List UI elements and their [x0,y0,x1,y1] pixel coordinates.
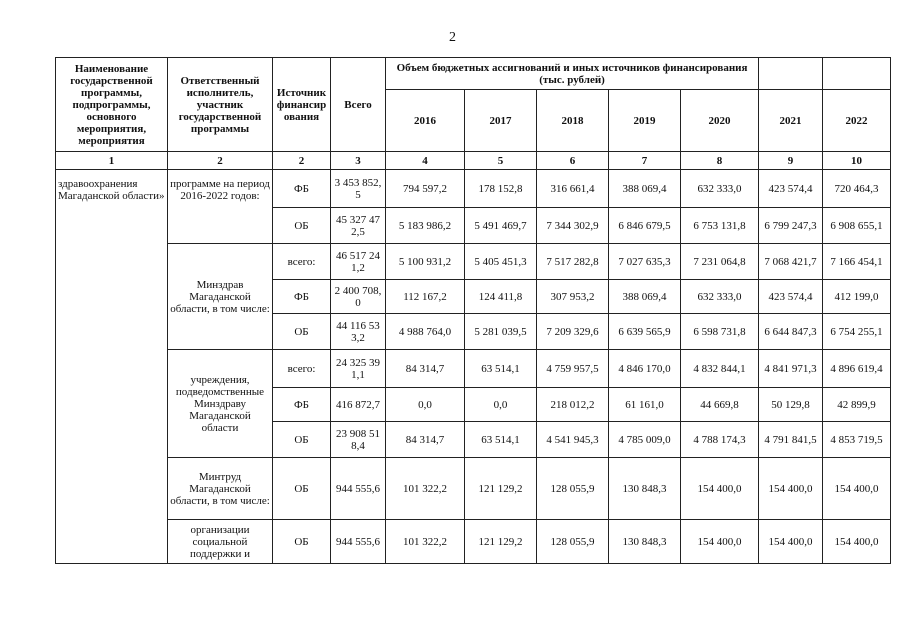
value-cell: 154 400,0 [759,520,823,564]
column-index: 10 [823,152,891,170]
value-cell: 63 514,1 [465,350,537,388]
value-cell: 7 209 329,6 [537,314,609,350]
value-cell: 412 199,0 [823,280,891,314]
value-cell: 423 574,4 [759,170,823,208]
value-cell: 84 314,7 [386,350,465,388]
value-cell: 7 231 064,8 [681,244,759,280]
value-cell: 6 644 847,3 [759,314,823,350]
column-index: 2 [273,152,331,170]
value-cell: 7 344 302,9 [537,208,609,244]
total-cell: 23 908 518,4 [331,422,386,458]
source-cell: ОБ [273,520,331,564]
executor-cell: Минтруд Магаданской области, в том числе: [168,458,273,520]
column-index: 2 [168,152,273,170]
value-cell: 218 012,2 [537,388,609,422]
table-row [56,170,891,208]
value-cell: 4 541 945,3 [537,422,609,458]
header-year: 2020 [681,90,759,152]
header-blank-2 [823,58,891,90]
value-cell: 154 400,0 [823,458,891,520]
header-year: 2022 [823,90,891,152]
value-cell: 423 574,4 [759,280,823,314]
value-cell: 4 785 009,0 [609,422,681,458]
value-cell: 154 400,0 [681,458,759,520]
header-year: 2021 [759,90,823,152]
value-cell: 0,0 [465,388,537,422]
value-cell: 388 069,4 [609,280,681,314]
program-name: здравоохранения Магаданской области» [56,170,168,564]
source-cell: ОБ [273,422,331,458]
value-cell: 4 841 971,3 [759,350,823,388]
value-cell: 44 669,8 [681,388,759,422]
total-cell: 45 327 472,5 [331,208,386,244]
column-index: 5 [465,152,537,170]
column-index: 8 [681,152,759,170]
value-cell: 5 491 469,7 [465,208,537,244]
value-cell: 128 055,9 [537,520,609,564]
source-cell: ОБ [273,314,331,350]
header-year: 2018 [537,90,609,152]
column-index: 3 [331,152,386,170]
value-cell: 4 791 841,5 [759,422,823,458]
value-cell: 154 400,0 [823,520,891,564]
header-year: 2019 [609,90,681,152]
value-cell: 128 055,9 [537,458,609,520]
total-cell: 46 517 241,2 [331,244,386,280]
source-cell: ОБ [273,208,331,244]
value-cell: 632 333,0 [681,170,759,208]
budget-table [55,57,891,564]
value-cell: 632 333,0 [681,280,759,314]
value-cell: 720 464,3 [823,170,891,208]
value-cell: 42 899,9 [823,388,891,422]
value-cell: 154 400,0 [681,520,759,564]
column-index: 7 [609,152,681,170]
value-cell: 307 953,2 [537,280,609,314]
value-cell: 4 846 170,0 [609,350,681,388]
header-year: 2016 [386,90,465,152]
column-index: 4 [386,152,465,170]
header-total: Всего [331,58,386,152]
source-cell: ОБ [273,458,331,520]
value-cell: 5 183 986,2 [386,208,465,244]
total-cell: 2 400 708,0 [331,280,386,314]
total-cell: 44 116 533,2 [331,314,386,350]
value-cell: 5 281 039,5 [465,314,537,350]
value-cell: 4 759 957,5 [537,350,609,388]
value-cell: 6 846 679,5 [609,208,681,244]
value-cell: 130 848,3 [609,458,681,520]
header-source: Источник финансирования [273,58,331,152]
value-cell: 6 753 131,8 [681,208,759,244]
executor-cell: учреждения, подведомственные Минздраву Магаданской области [168,350,273,458]
value-cell: 154 400,0 [759,458,823,520]
value-cell: 124 411,8 [465,280,537,314]
column-index: 1 [56,152,168,170]
total-cell: 944 555,6 [331,458,386,520]
value-cell: 6 598 731,8 [681,314,759,350]
value-cell: 61 161,0 [609,388,681,422]
executor-cell: программе на период 2016-2022 годов: [168,170,273,244]
table-row [56,520,891,564]
header-year: 2017 [465,90,537,152]
table-row [56,244,891,280]
header-volume: Объем бюджетных ассигнований и иных источников финансирования (тыс. рублей) [386,58,759,90]
executor-cell: организации социальной поддержки и [168,520,273,564]
value-cell: 63 514,1 [465,422,537,458]
executor-cell: Минздрав Магаданской области, в том числе: [168,244,273,350]
value-cell: 7 517 282,8 [537,244,609,280]
value-cell: 5 100 931,2 [386,244,465,280]
value-cell: 7 166 454,1 [823,244,891,280]
value-cell: 0,0 [386,388,465,422]
value-cell: 6 754 255,1 [823,314,891,350]
value-cell: 6 639 565,9 [609,314,681,350]
value-cell: 112 167,2 [386,280,465,314]
value-cell: 4 788 174,3 [681,422,759,458]
value-cell: 101 322,2 [386,520,465,564]
total-cell: 416 872,7 [331,388,386,422]
source-cell: всего: [273,350,331,388]
value-cell: 84 314,7 [386,422,465,458]
value-cell: 6 908 655,1 [823,208,891,244]
value-cell: 50 129,8 [759,388,823,422]
value-cell: 121 129,2 [465,458,537,520]
value-cell: 794 597,2 [386,170,465,208]
header-executor: Ответственный исполнитель, участник государственной программы [168,58,273,152]
value-cell: 5 405 451,3 [465,244,537,280]
total-cell: 944 555,6 [331,520,386,564]
value-cell: 101 322,2 [386,458,465,520]
header-blank-1 [759,58,823,90]
source-cell: всего: [273,244,331,280]
column-index: 9 [759,152,823,170]
column-index: 6 [537,152,609,170]
value-cell: 4 832 844,1 [681,350,759,388]
value-cell: 316 661,4 [537,170,609,208]
table-row [56,350,891,388]
value-cell: 6 799 247,3 [759,208,823,244]
value-cell: 121 129,2 [465,520,537,564]
column-index-row [56,152,891,170]
total-cell: 24 325 391,1 [331,350,386,388]
value-cell: 7 027 635,3 [609,244,681,280]
value-cell: 130 848,3 [609,520,681,564]
total-cell: 3 453 852,5 [331,170,386,208]
page-number: 2 [449,30,456,45]
value-cell: 4 853 719,5 [823,422,891,458]
value-cell: 4 988 764,0 [386,314,465,350]
source-cell: ФБ [273,170,331,208]
value-cell: 4 896 619,4 [823,350,891,388]
table-row [56,458,891,520]
value-cell: 178 152,8 [465,170,537,208]
value-cell: 388 069,4 [609,170,681,208]
source-cell: ФБ [273,388,331,422]
header-name: Наименование государственной программы, подпрограммы, основного мероприятия, мероприятия [56,58,168,152]
value-cell: 7 068 421,7 [759,244,823,280]
source-cell: ФБ [273,280,331,314]
